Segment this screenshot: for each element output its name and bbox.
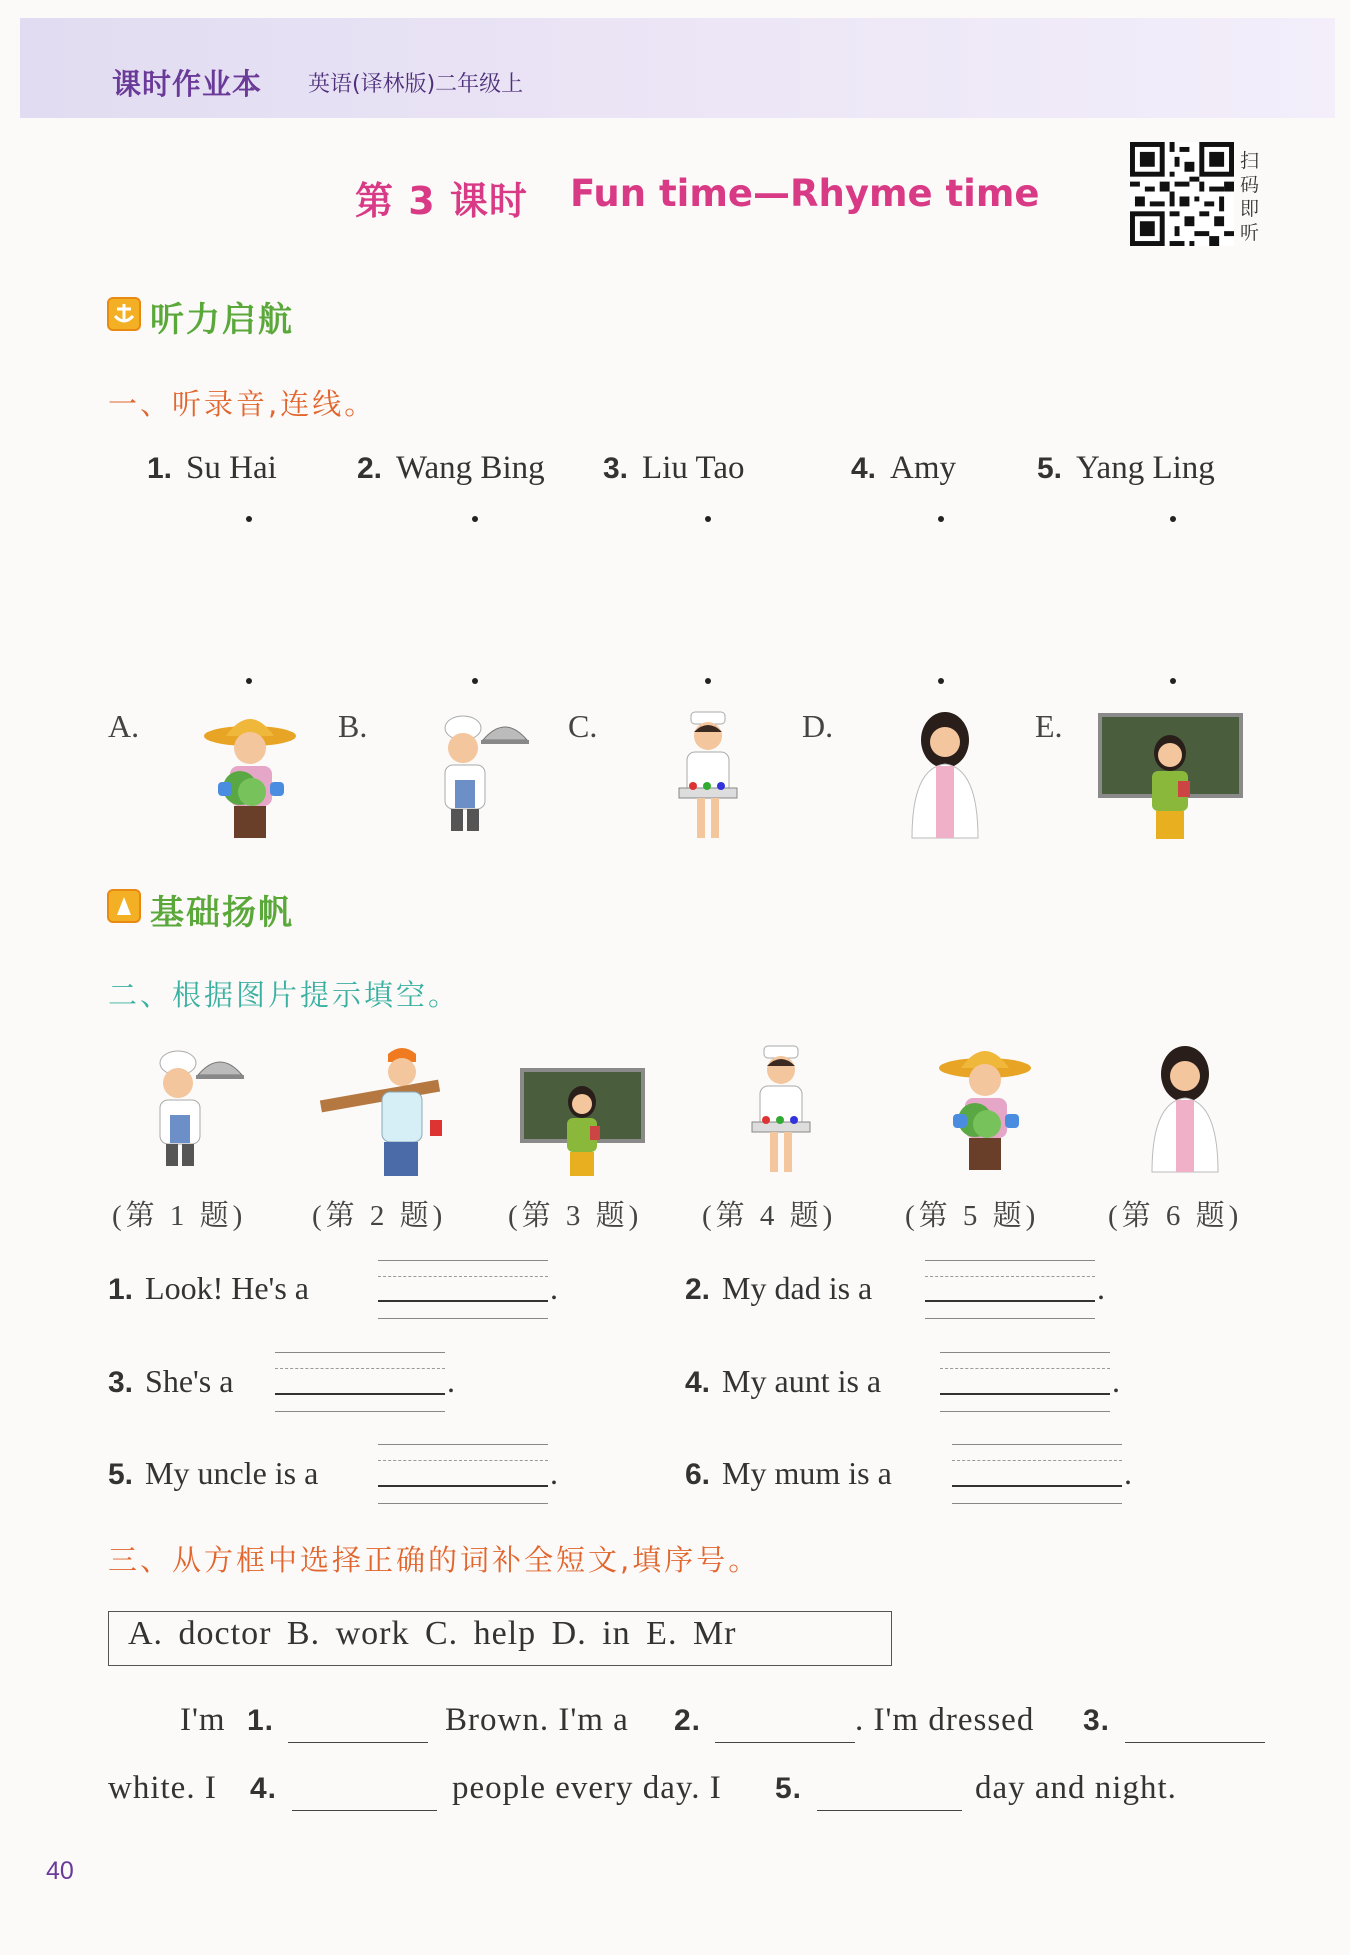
passage-line-1c: . I'm dressed <box>855 1702 1035 1738</box>
cook-illustration <box>140 1045 250 1175</box>
passage-blank-num-3: 3. <box>1083 1704 1111 1737</box>
brand-title: 课时作业本 <box>112 67 263 101</box>
passage-line-1b: Brown. I'm a <box>445 1702 629 1738</box>
writing-guide <box>275 1368 445 1369</box>
match-dot-top[interactable] <box>472 516 478 522</box>
writing-guide <box>952 1444 1122 1445</box>
writing-guide <box>925 1260 1095 1261</box>
doctor-illustration <box>900 708 990 843</box>
caption-4: (第 4 题) <box>702 1200 837 1232</box>
page-number: 40 <box>46 1857 74 1885</box>
fill-period: . <box>1124 1455 1132 1491</box>
q3-title: 三、从方框中选择正确的词补全短文,填序号。 <box>108 1543 761 1577</box>
farmer-illustration <box>200 708 300 843</box>
lesson-title: 第 3 课时 <box>355 179 528 223</box>
book-title: 英语(译林版)二年级上 <box>308 72 524 97</box>
answer-blank-5[interactable] <box>378 1485 548 1487</box>
writing-guide <box>378 1318 548 1319</box>
q1-title: 一、听录音,连线。 <box>108 387 377 421</box>
fill-period: . <box>447 1363 455 1399</box>
fill-item-5: 5. My uncle is a <box>108 1455 319 1491</box>
writing-guide <box>378 1260 548 1261</box>
fill-period: . <box>550 1270 558 1306</box>
caption-6: (第 6 题) <box>1108 1200 1243 1232</box>
writing-guide <box>275 1352 445 1353</box>
passage-line-2b: people every day. I <box>452 1770 722 1806</box>
answer-blank-3[interactable] <box>275 1393 445 1395</box>
passage-line-1a: I'm <box>180 1702 226 1738</box>
teacher-illustration <box>520 1068 645 1178</box>
caption-1: (第 1 题) <box>112 1200 247 1232</box>
section-basics-title: 基础扬帆 <box>150 893 294 933</box>
qr-label-4: 听 <box>1240 222 1260 244</box>
writing-guide <box>940 1411 1110 1412</box>
cook-illustration <box>425 710 535 840</box>
fill-item-2: 2. My dad is a <box>685 1270 873 1306</box>
farmer-illustration <box>935 1040 1035 1175</box>
name-item-4: 4. Amy <box>851 450 957 486</box>
doctor-illustration <box>1140 1042 1230 1177</box>
answer-blank-4[interactable] <box>940 1393 1110 1395</box>
answer-blank-1[interactable] <box>378 1300 548 1302</box>
passage-blank-num-4: 4. <box>250 1772 278 1805</box>
writing-guide <box>940 1352 1110 1353</box>
writing-guide <box>378 1503 548 1504</box>
nurse-illustration <box>665 708 750 843</box>
passage-line-2c: day and night. <box>975 1770 1177 1806</box>
writing-guide <box>952 1503 1122 1504</box>
worker-illustration <box>320 1040 460 1180</box>
fill-period: . <box>1112 1363 1120 1399</box>
writing-guide <box>940 1368 1110 1369</box>
passage-blank-num-1: 1. <box>247 1704 275 1737</box>
match-dot-top[interactable] <box>246 516 252 522</box>
option-label-a: A. <box>108 708 140 744</box>
passage-line-2a: white. I <box>108 1770 217 1806</box>
fill-item-6: 6. My mum is a <box>685 1455 892 1491</box>
fill-period: . <box>550 1455 558 1491</box>
writing-guide <box>925 1318 1095 1319</box>
anchor-icon <box>107 297 141 331</box>
passage-blank-num-5: 5. <box>775 1772 803 1805</box>
match-dot-top[interactable] <box>938 516 944 522</box>
passage-blank-2[interactable] <box>715 1742 855 1743</box>
option-label-c: C. <box>568 708 598 744</box>
answer-blank-2[interactable] <box>925 1300 1095 1302</box>
passage-blank-1[interactable] <box>288 1742 428 1743</box>
caption-5: (第 5 题) <box>905 1200 1040 1232</box>
teacher-illustration <box>1098 713 1243 841</box>
caption-2: (第 2 题) <box>312 1200 447 1232</box>
sail-icon <box>107 889 141 923</box>
match-dot-bottom[interactable] <box>246 678 252 684</box>
name-item-3: 3. Liu Tao <box>603 450 745 486</box>
writing-guide <box>378 1276 548 1277</box>
match-dot-bottom[interactable] <box>705 678 711 684</box>
passage-blank-5[interactable] <box>817 1810 962 1811</box>
writing-guide <box>952 1460 1122 1461</box>
nurse-illustration <box>738 1042 823 1177</box>
fill-item-4: 4. My aunt is a <box>685 1363 882 1399</box>
qr-label-2: 码 <box>1240 174 1260 196</box>
section-listening-title: 听力启航 <box>150 300 294 340</box>
lesson-subtitle: Fun time—Rhyme time <box>570 172 1040 215</box>
writing-guide <box>378 1460 548 1461</box>
writing-guide <box>275 1411 445 1412</box>
answer-blank-6[interactable] <box>952 1485 1122 1487</box>
writing-guide <box>378 1444 548 1445</box>
fill-period: . <box>1097 1270 1105 1306</box>
caption-3: (第 3 题) <box>508 1200 643 1232</box>
q2-title: 二、根据图片提示填空。 <box>108 978 461 1012</box>
option-label-b: B. <box>338 708 368 744</box>
qr-label-1: 扫 <box>1240 150 1260 172</box>
qr-code[interactable] <box>1130 142 1234 246</box>
match-dot-bottom[interactable] <box>938 678 944 684</box>
passage-blank-3[interactable] <box>1125 1742 1265 1743</box>
match-dot-top[interactable] <box>1170 516 1176 522</box>
passage-blank-num-2: 2. <box>674 1704 702 1737</box>
word-bank-text: A. doctor B. work C. help D. in E. Mr <box>128 1615 737 1652</box>
option-label-e: E. <box>1035 708 1063 744</box>
name-item-5: 5. Yang Ling <box>1037 450 1215 486</box>
writing-guide <box>925 1276 1095 1277</box>
fill-item-1: 1. Look! He's a <box>108 1270 309 1306</box>
qr-label-3: 即 <box>1240 198 1260 220</box>
passage-blank-4[interactable] <box>292 1810 437 1811</box>
match-dot-bottom[interactable] <box>472 678 478 684</box>
option-label-d: D. <box>802 708 834 744</box>
match-dot-top[interactable] <box>705 516 711 522</box>
name-item-2: 2. Wang Bing <box>357 450 545 486</box>
name-item-1: 1. Su Hai <box>147 450 277 486</box>
match-dot-bottom[interactable] <box>1170 678 1176 684</box>
fill-item-3: 3. She's a <box>108 1363 234 1399</box>
